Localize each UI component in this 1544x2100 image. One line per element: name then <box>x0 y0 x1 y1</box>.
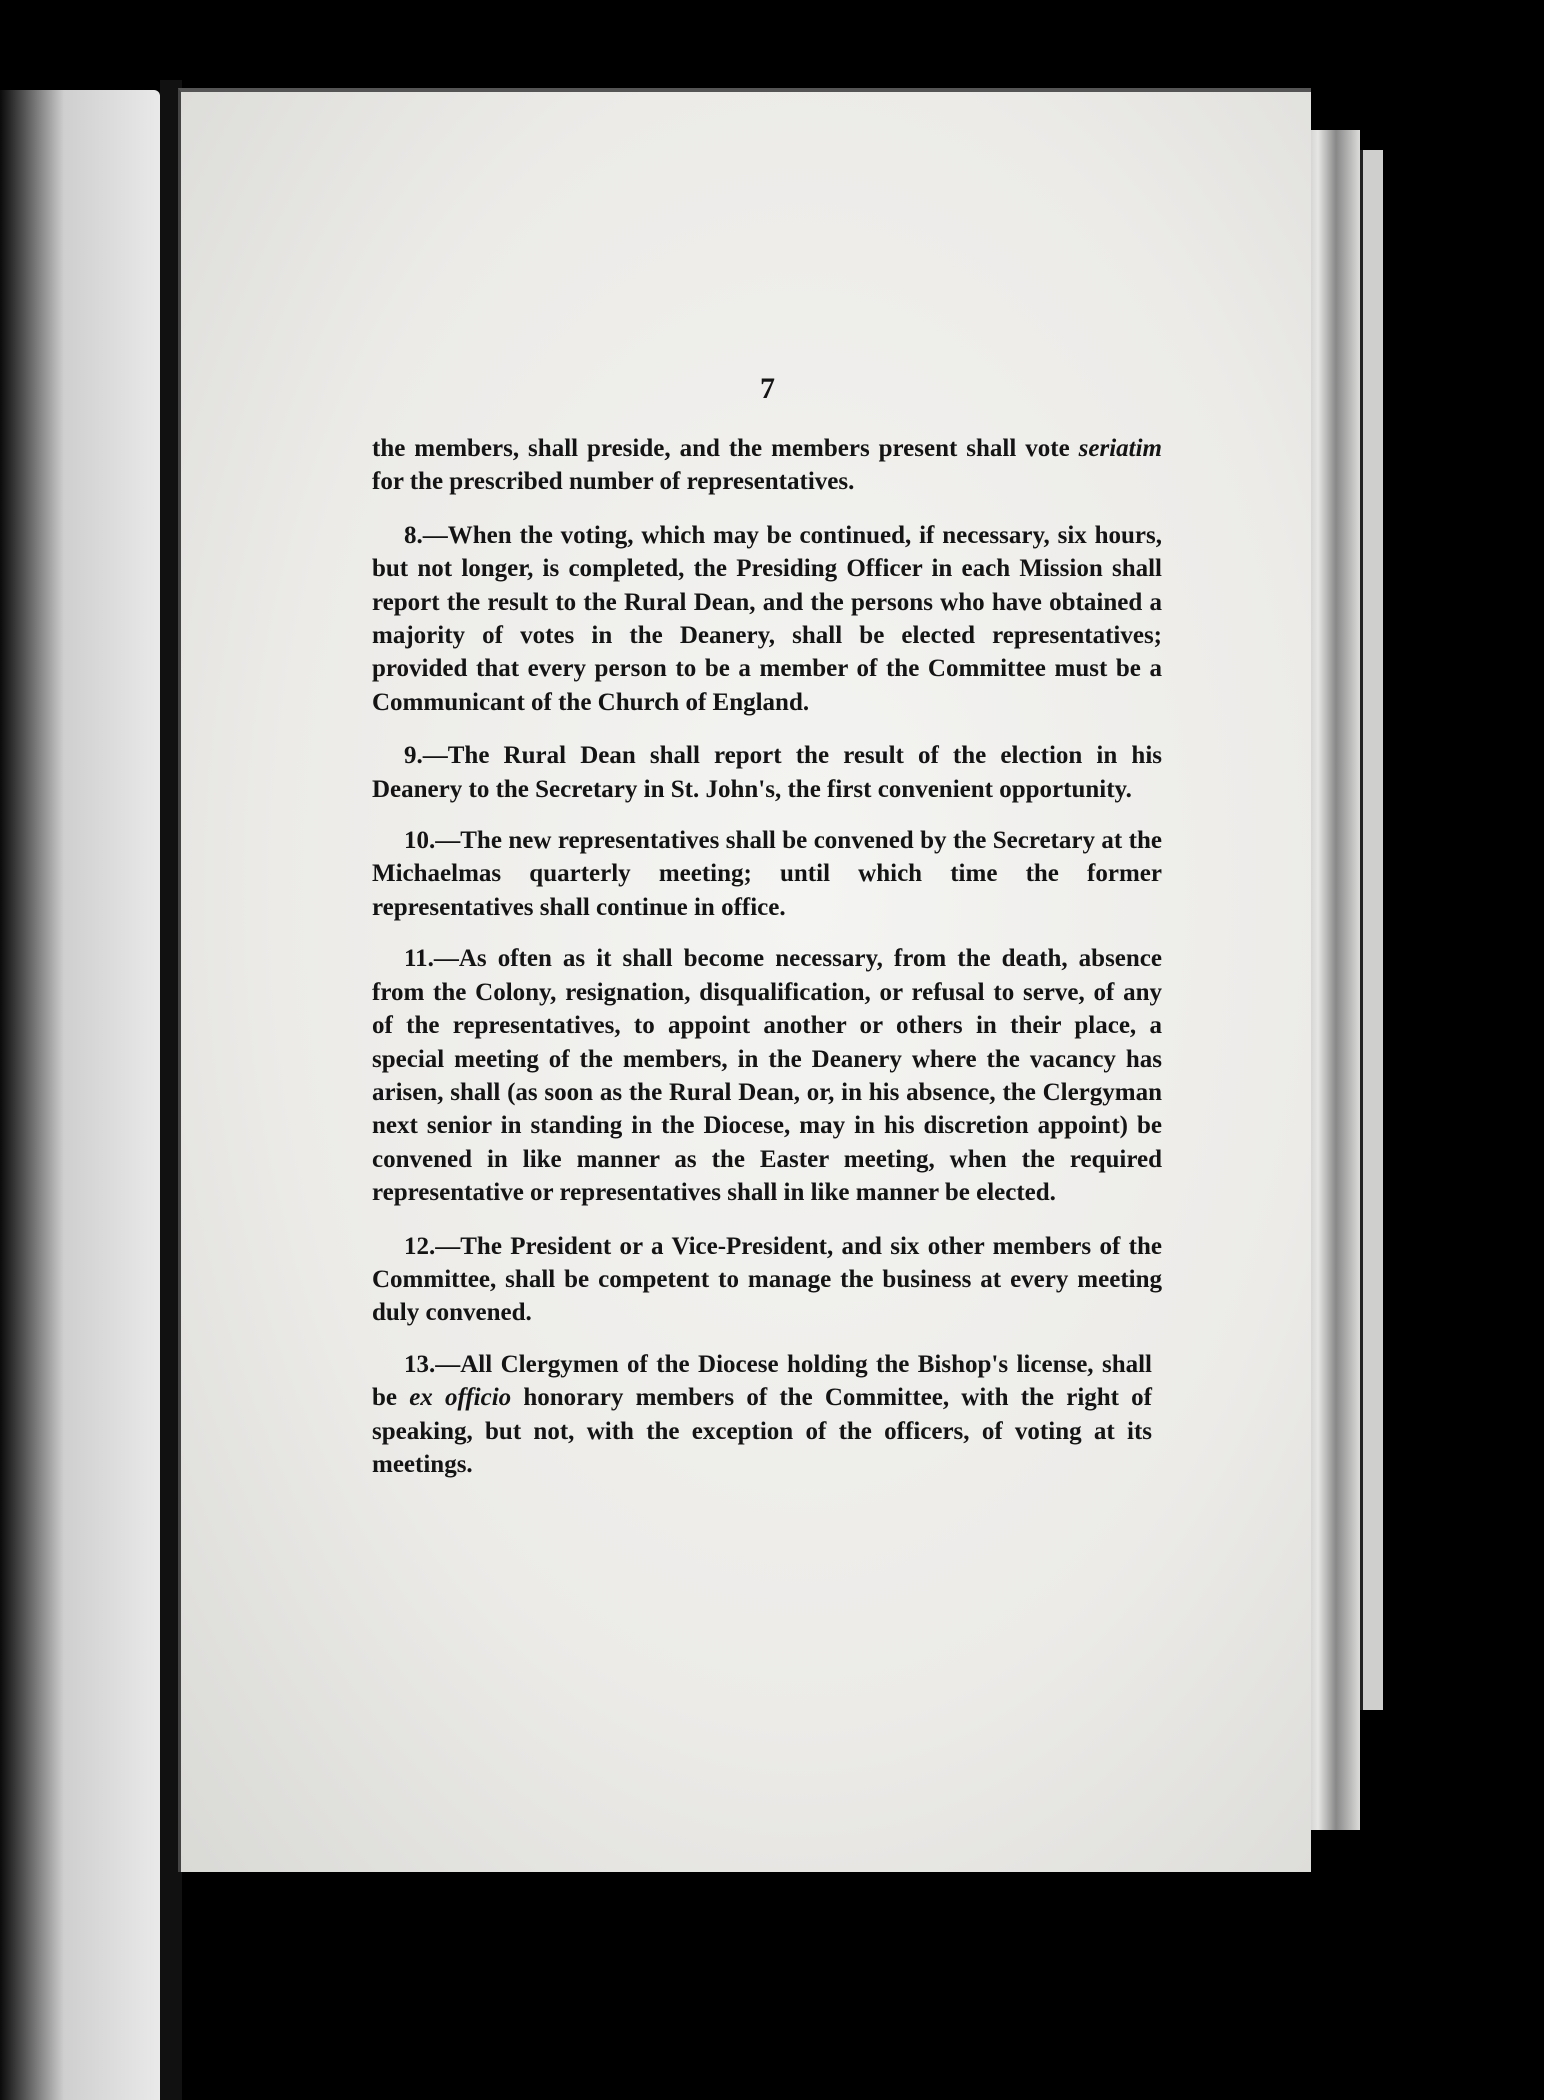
intro-italic: seriatim <box>1078 435 1162 462</box>
section-number: 11.— <box>404 945 459 973</box>
section-number: 9.— <box>404 742 448 770</box>
paragraph-intro <box>372 432 1162 499</box>
section-number: 13.— <box>404 1350 461 1378</box>
section-number: 10.— <box>404 827 461 855</box>
section13-text-after: honorary members of the Committee, with the right of speaking, but not, with the exception of the officers, of voting at its meetings. <box>372 1384 1153 1478</box>
paragraph-11 <box>372 942 1162 1209</box>
intro-text-after: for the prescribed number of representatives. <box>372 468 855 496</box>
paragraph-10 <box>372 824 1162 924</box>
section-text: The President or a Vice-President, and six other members of the Committee, shall be competent to manage the business at every meeting duly convened. <box>372 1232 1162 1327</box>
body-text <box>372 432 1162 1501</box>
section-text: When the voting, which may be continued, if necessary, six hours, but not longer, is completed, the Presiding Officer in each Mission shall report the result to the Rural Dean, and the persons who have obtained a majority of votes in the Deanery, shall be elected representatives; provided that every person to be a member of the Committee must be a Communicant of the Church of England. <box>372 521 1162 716</box>
paragraph-8 <box>372 519 1162 719</box>
paragraph-9 <box>372 739 1162 806</box>
paragraph-13 <box>372 1348 1152 1482</box>
intro-text-before: the members, shall preside, and the members present shall vote <box>372 435 1079 462</box>
facing-page-edge <box>0 90 160 2100</box>
paragraph-12 <box>372 1230 1162 1330</box>
section-number: 8.— <box>404 521 448 549</box>
section-text: The Rural Dean shall report the result of the election in his Deanery to the Secretary in St. John's, the first convenient opportunity. <box>372 742 1162 803</box>
page-stack-edge-inner <box>1360 150 1383 1710</box>
page-number: 7 <box>760 372 775 405</box>
section-number: 12.— <box>404 1232 461 1260</box>
section13-italic: ex officio <box>409 1384 512 1412</box>
section13-text-before: All Clergymen of the Diocese holding the Bishop's license, shall be <box>372 1350 1152 1412</box>
section-text: The new representatives shall be convened by the Secretary at the Michaelmas quarterly meeting; until which time the former representatives shall continue in office. <box>372 827 1162 921</box>
section-text: As often as it shall become necessary, from the death, absence from the Colony, resignation, disqualification, or refusal to serve, of any of the representatives, to appoint another or others in their place, a special meeting of the members, in the Deanery where the vacancy has arisen, shall (as soon as the Rural Dean, or, in his absence, the Clergyman next senior in standing in the Diocese, may in his discretion appoint) be convened in like manner as the Easter meeting, when the required representative or representatives shall in like manner be elected. <box>372 945 1162 1207</box>
